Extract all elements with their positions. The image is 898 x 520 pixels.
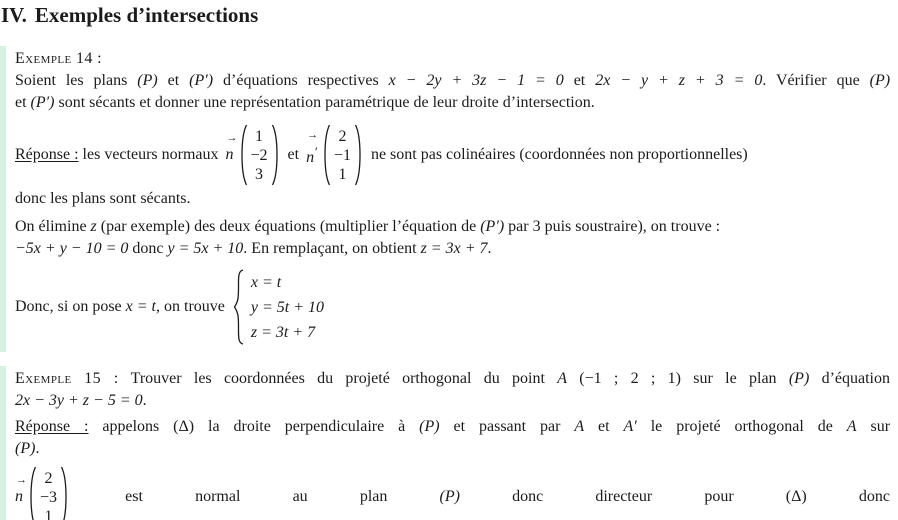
text-run: (P) xyxy=(439,488,460,505)
text-run: . xyxy=(35,440,40,457)
parametric-system-line xyxy=(15,268,890,346)
text-run: 2x − y + z + 3 = 0 xyxy=(595,72,763,89)
elimination-line-2 xyxy=(15,238,890,260)
text-run: (P′) xyxy=(480,218,505,235)
text-run: au xyxy=(292,488,308,505)
text-run: le projeté orthogonal de xyxy=(636,418,847,435)
elimination-line-1 xyxy=(15,216,890,238)
et-connector: et xyxy=(283,146,304,163)
section-title-text: Exemples d’intersections xyxy=(34,3,259,27)
vector-arrow-icon: → xyxy=(226,132,237,144)
text-run: ne sont pas colinéaires (coordonnées non proportionnelles) xyxy=(366,146,748,163)
paren-left-icon xyxy=(27,466,37,520)
text-run: et xyxy=(584,418,624,435)
text-run: et xyxy=(157,72,190,89)
text-run: donc les plans sont sécants. xyxy=(15,190,191,207)
text-run: z xyxy=(90,218,97,235)
brace-left-icon xyxy=(231,268,245,346)
example-14-intro-line-1 xyxy=(15,70,890,92)
text-run: appelons (Δ) la droite perpendiculaire à xyxy=(88,418,420,435)
text-run: (P) xyxy=(419,418,440,435)
text-run: x = t xyxy=(125,298,156,315)
text-run: les vecteurs normaux xyxy=(78,146,223,163)
vector-components: 2 −3 1 xyxy=(40,469,58,520)
normal-vector-n-prime xyxy=(306,124,364,186)
text-run: A xyxy=(846,418,857,435)
text-run: , on trouve xyxy=(156,298,225,315)
vector-components: 2 −1 1 xyxy=(333,127,351,183)
vector-symbol-n-prime: → n′ xyxy=(306,129,318,166)
paren-right-icon xyxy=(60,466,70,520)
example-15-line-1 xyxy=(15,368,890,390)
text-run: d’équations respectives xyxy=(213,72,389,89)
text-run: sur le plan xyxy=(681,370,789,387)
text-run: (Δ) xyxy=(785,488,807,505)
text-run: . Vérifier que xyxy=(762,72,870,89)
reponse-text-before xyxy=(15,144,223,166)
text-run: pour xyxy=(704,488,734,505)
text-run: Réponse : xyxy=(15,146,79,163)
text-run: A′ xyxy=(623,418,637,435)
equation-system xyxy=(231,268,324,346)
system-row: z = 3t + 7 xyxy=(250,323,316,341)
reponse-text-after xyxy=(367,144,748,166)
system-row: y = 5t + 10 xyxy=(250,298,325,316)
text-run: Trouver les coordonnées du projeté orthogonal du point xyxy=(118,370,558,387)
text-run: d’équation xyxy=(809,370,890,387)
text-run: donc xyxy=(512,488,544,505)
text-run: directeur xyxy=(595,488,653,505)
prime-mark: ′ xyxy=(314,144,317,159)
text-run: (P′) xyxy=(189,72,214,89)
secants-conclusion-line xyxy=(15,188,890,210)
example-15-final-line xyxy=(15,466,890,520)
text-run: (P) xyxy=(788,370,810,387)
system-rows xyxy=(251,270,324,345)
text-run: . En remplaçant, on obtient xyxy=(243,240,421,257)
page-title xyxy=(0,2,894,28)
text-run: A xyxy=(557,370,567,387)
text-run: A xyxy=(574,418,585,435)
text-run: . xyxy=(487,240,492,257)
system-row: x = t xyxy=(250,273,282,291)
vector-symbol-n: → n xyxy=(15,474,26,505)
example-15-block xyxy=(0,366,894,520)
example-15-line-3 xyxy=(15,416,890,438)
text-run: par 3 puis soustraire), on trouve : xyxy=(504,218,721,235)
text-run: z = 3x + 7 xyxy=(420,240,488,257)
text-run: Exemple 15 : xyxy=(15,370,119,387)
text-run: . xyxy=(142,392,147,409)
text-run: (P) xyxy=(137,72,158,89)
text-run: et xyxy=(563,72,596,89)
text-run: 2x − 3y + z − 5 = 0 xyxy=(15,392,143,409)
example-14-reponse-line xyxy=(15,124,890,186)
text-run: −5x + y − 10 = 0 xyxy=(15,240,129,257)
example-15-line-2 xyxy=(15,390,890,412)
paren-left-icon xyxy=(321,124,331,186)
text-run: sont sécants et donner une représentation paramétrique de leur droite d’intersection. xyxy=(54,94,595,111)
text-run: donc xyxy=(858,488,890,505)
section-number: IV. xyxy=(1,3,27,27)
text-run: (P′) xyxy=(30,94,55,111)
paren-left-icon xyxy=(238,124,248,186)
example-14-label: Exemple 14 : xyxy=(15,50,103,67)
text-run: plan xyxy=(359,488,388,505)
text-run: donc xyxy=(128,240,168,257)
text-run: et passant par xyxy=(439,418,575,435)
normal-vector-n xyxy=(226,124,281,186)
text-run: Réponse : xyxy=(15,418,89,435)
example-14-intro-line-2 xyxy=(15,92,890,114)
text-run: (P) xyxy=(869,72,891,89)
vector-arrow-icon: → xyxy=(307,129,318,141)
vector-arrow-icon: → xyxy=(16,474,26,486)
paren-right-icon xyxy=(354,124,364,186)
text-run: (par exemple) des deux équations (multiplier l’équation de xyxy=(96,218,481,235)
text-run: Donc, si on pose xyxy=(15,298,126,315)
text-run: normal xyxy=(195,488,241,505)
example-14-block xyxy=(0,46,894,352)
paren-right-icon xyxy=(271,124,281,186)
normal-vector-n2 xyxy=(15,466,70,520)
text-run: (−1 ; 2 ; 1) xyxy=(566,370,682,387)
text-run: (P) xyxy=(15,440,36,457)
text-run: x − 2y + 3z − 1 = 0 xyxy=(388,72,564,89)
vector-components: 1 −2 3 xyxy=(250,127,268,183)
example-15-line-4 xyxy=(15,438,890,460)
text-run: Soient les plans xyxy=(15,72,138,89)
text-run: est xyxy=(125,488,143,505)
pose-text xyxy=(15,296,225,318)
text-run: y = 5x + 10 xyxy=(167,240,244,257)
text-run: sur xyxy=(856,418,891,435)
vector-symbol-n: → n xyxy=(225,132,237,163)
text-run: On élimine xyxy=(15,218,91,235)
text-run: et xyxy=(15,94,31,111)
